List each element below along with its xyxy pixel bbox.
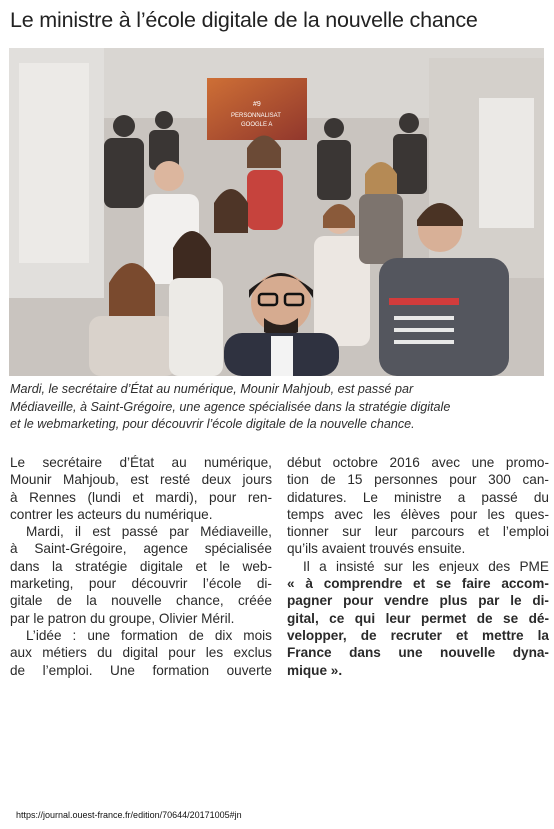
article-headline: Le ministre à l’école digitale de la nouvelle chance: [10, 8, 478, 32]
photo-caption: [10, 381, 546, 434]
body-line: L’idée : une formation de dix mois: [26, 627, 272, 643]
quote-line: mique ».: [287, 662, 343, 678]
body-line: Mardi, il est passé par Médiaveille,: [26, 524, 272, 540]
body-line: dans la stratégie digitale et le web-: [10, 558, 272, 574]
body-line: temps avec les élèves pour les ques-: [287, 506, 549, 522]
quote-line: velopper, de recruter et mettre la: [287, 627, 549, 643]
group-selfie-illustration: [9, 48, 544, 376]
body-line: didatures. Le ministre a passé du: [287, 489, 549, 505]
article-body-right-column: [287, 454, 549, 679]
body-line: Mounir Mahjoub, est resté deux jours: [10, 472, 272, 488]
body-line: tion de 15 personnes pour 300 can-: [287, 472, 549, 488]
quote-line: France dans une nouvelle dyna-: [287, 645, 549, 661]
body-line: de l’emploi. Une formation ouverte: [10, 662, 272, 678]
body-line: qu’ils avaient trouvés ensuite.: [287, 541, 466, 557]
quote-line: « à comprendre et se faire accom-: [287, 576, 549, 592]
quote-line: pagner pour vendre plus par le di-: [287, 593, 549, 609]
body-line: gitale de la nouvelle chance, créée: [10, 593, 272, 609]
screen-text-title: PERSONNALISAT: [231, 113, 281, 119]
body-line: début octobre 2016 avec une promo-: [287, 455, 549, 470]
screen-text-subtitle: GOOGLE A: [241, 122, 273, 128]
article-photo: [9, 48, 544, 376]
body-line: contrer les acteurs du numérique.: [10, 506, 213, 522]
caption-line: et le webmarketing, pour découvrir l’école digitale de la nouvelle chance.: [10, 417, 415, 431]
caption-line: Médiaveille, à Saint-Grégoire, une agence spécialisée dans la stratégie digitale: [10, 399, 451, 414]
body-line: Il a insisté sur les enjeux des PME: [303, 558, 549, 574]
body-line: marketing, pour découvrir l’école di-: [10, 576, 272, 592]
source-url: https://journal.ouest-france.fr/edition/70644/20171005#jn: [16, 810, 242, 820]
caption-line: Mardi, le secrétaire d’État au numérique, Mounir Mahjoub, est passé par: [10, 382, 414, 396]
body-line: aux métiers du digital pour les exclus: [10, 645, 272, 661]
article-body-left-column: [10, 454, 272, 679]
body-line: par le patron du groupe, Olivier Méril.: [10, 610, 235, 626]
body-line: Le secrétaire d’État au numérique,: [10, 455, 272, 470]
body-line: tionner sur leur parcours et l’emploi: [287, 524, 549, 540]
body-line: à Saint-Grégoire, agence spécialisée: [10, 541, 272, 557]
quote-line: gital, ce qui leur permet de se dé-: [287, 610, 549, 626]
body-line: à Rennes (lundi et mardi), pour ren-: [10, 489, 272, 505]
screen-text-number: #9: [253, 101, 261, 108]
